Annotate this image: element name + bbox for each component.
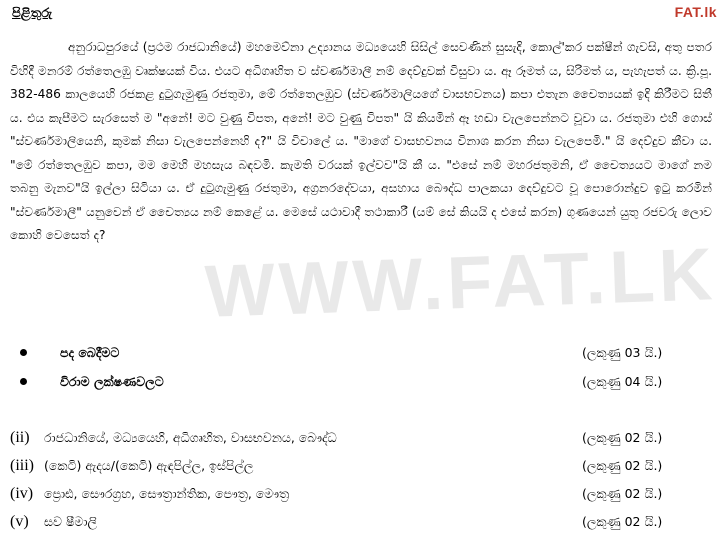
page-heading: පිළිතුරු xyxy=(12,6,53,21)
passage-text: අනුරාධපුරයේ (ප්‍රථම රාජධානියේ) මහමෙව්නා උද්‍යානය මධ්‍යයෙහි සිසිල් සෙවණින් සුසැදි, කොල්'කර පක්ෂීන් ගැවසි, අතු පතර විහිදී මනරම් රත්තෙලඹු වෘක්ෂයක් විය. එයට අධිගෘහිත ව ස්වර්ණමාලී නම් දෙව්දුවක් විසුවා ය. ඈ රූමත් ය, සිරිමත් ය, පැහැපත් ය. ක්‍රි.පූ. 382-486 කාලයෙහි රජකළ දුටුගැමුණු රජතුමා, මේ රත්තෙලඹුව (ස්වර්ණමාලියගේ වාසභවනය) කපා එතැන චෛත්‍යයක් ඉදි කිරීමට සිතී ය. එය කැපීමට සැරසෙත් ම "අනේ! මට වුණු විපත, අනේ! මට වුණු විපත" යි කියමින් ඈ හඬා වැලපෙන්නට වූවා ය. රජතුමා එහි ගොස් "ස්වර්ණමාලියෙනි, කුමක් නිසා වැලපෙන්නෙහි ද?" යි විචාලේ ය. "මාගේ වාසභවනය විනාශ කරන නිසා වැලපෙමි." යි දෙව්දුව කීවා ය. "මේ රත්තෙලඹුව කපා, මම මෙහි මහසැය බඳවමි. කැමති වරයක් ඉල්වව"යි කී ය. "එසේ නම් මහරජතුමනි, ඒ චෛත්‍යයට මාගේ නම තබනු මැනව"යි ඉල්ලා සිටියා ය. ඒ දුටුගැමුණු රජතුමා, අග්‍රනරදේවයා, අසහාය බෞද්ධ පාලකයා දෙව්දුවට වූ පොරොන්දුව ඉටු කරමින් "ස්වර්ණමාලී" යනුවෙන් ඒ චෛත්‍යය නම් කෙළේ ය. මෙසේ යථාවාදී තථාකාරී (යම් සේ කියයි ද එසේ කරන) ගුණයෙන් යුතු රජවරු ලොව කොහි වෙසෙත් ද? xyxy=(10,40,712,242)
answer-item xyxy=(0,425,723,451)
answer-text: (කෙටි) ඇදය/(කෙටි) ඇඳපිල්ල, ඉස්පිල්ල xyxy=(44,458,254,473)
answer-item xyxy=(0,453,723,479)
marks-label: (ලකුණු 02 යි.) xyxy=(582,514,663,529)
marks-label: (ලකුණු 04 යි.) xyxy=(582,374,663,389)
bullet-text: පද බෙදීමට xyxy=(60,345,120,360)
answer-number: (ii) xyxy=(10,429,30,446)
answer-text: සව ෂීමාලි xyxy=(44,514,98,529)
answer-text: රාජධානියේ, මධ්‍යයෙහි, අධිගෘහිත, වාසභවනය, බෞද්ධ xyxy=(44,430,337,445)
marks-label: (ලකුණු 02 යි.) xyxy=(582,486,663,501)
bullet-icon xyxy=(20,349,27,356)
bullet-item xyxy=(0,340,723,366)
answer-number: (v) xyxy=(10,513,29,530)
bullet-icon xyxy=(20,378,27,385)
answer-number: (iii) xyxy=(10,457,34,474)
answer-text: ප්‍රොඪ, සෞරග්‍රහ, සෞත්‍රාන්තික, පෞත්‍ර, මෞත්‍ර xyxy=(44,486,290,501)
site-logo[interactable]: FAT.lk xyxy=(674,4,717,20)
marks-label: (ලකුණු 02 යි.) xyxy=(582,458,663,473)
passage-paragraph xyxy=(10,36,712,248)
bullet-text: විරාම ලක්ෂණවලට xyxy=(60,374,164,389)
watermark: WWW.FAT.LK xyxy=(203,232,718,333)
marks-label: (ලකුණු 02 යි.) xyxy=(582,430,663,445)
answer-item xyxy=(0,509,723,535)
bullet-item xyxy=(0,369,723,395)
answer-item xyxy=(0,481,723,507)
answer-number: (iv) xyxy=(10,485,34,502)
marks-label: (ලකුණු 03 යි.) xyxy=(582,345,663,360)
